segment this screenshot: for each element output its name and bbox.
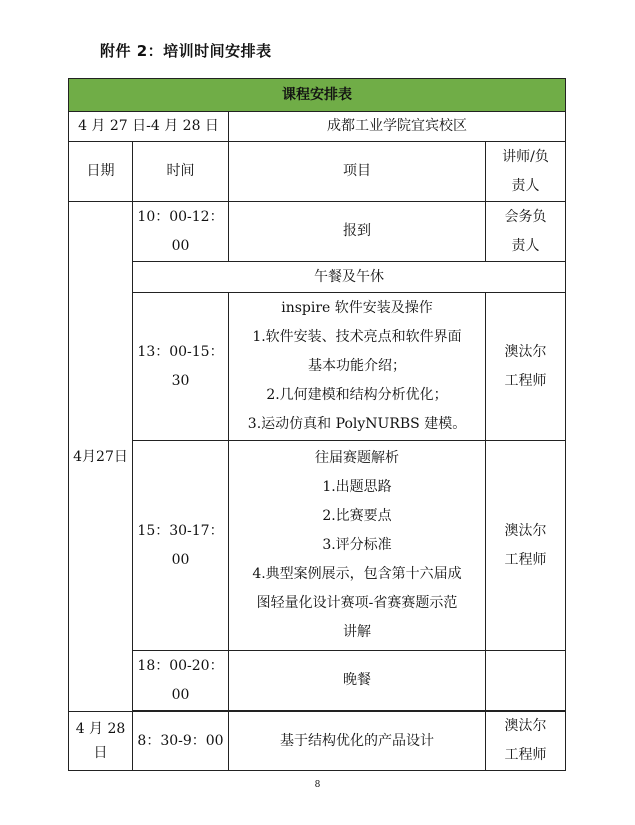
time-line1: 13：00-15： bbox=[137, 343, 224, 360]
time-line1: 15：30-17： bbox=[137, 522, 224, 539]
table-row bbox=[69, 651, 566, 711]
time-line1: 18：00-20： bbox=[137, 657, 224, 674]
time-line2: 00 bbox=[171, 551, 190, 568]
lecturer-line2: 工程师 bbox=[504, 372, 547, 389]
item-line: 1.出题思路 bbox=[322, 479, 392, 495]
header-date: 日期 bbox=[69, 142, 133, 202]
item-line: 往届赛题解析 bbox=[315, 450, 399, 466]
lecturer-cell bbox=[486, 712, 566, 771]
item-line: 基本功能介绍； bbox=[308, 358, 406, 374]
lecturer-cell bbox=[486, 202, 566, 262]
time-cell bbox=[133, 441, 229, 651]
item-line: 讲解 bbox=[343, 624, 371, 640]
table-row bbox=[69, 712, 566, 771]
table-row bbox=[69, 202, 566, 262]
time-line2: 00 bbox=[171, 237, 190, 254]
lecturer-cell bbox=[486, 441, 566, 651]
lecturer-line2: 责人 bbox=[511, 237, 540, 254]
item-cell bbox=[229, 293, 486, 441]
table-title: 课程安排表 bbox=[69, 79, 566, 112]
document-title: 附件 2：培训时间安排表 bbox=[100, 42, 272, 60]
location: 成都工业学院宜宾校区 bbox=[229, 112, 566, 142]
item-line: 2.比赛要点 bbox=[322, 508, 392, 524]
header-lecturer-line2: 责人 bbox=[511, 177, 540, 194]
item-line: 1.软件安装、技术亮点和软件界面 bbox=[252, 329, 462, 345]
item-line: 3.评分标准 bbox=[322, 537, 392, 553]
time-cell bbox=[133, 651, 229, 711]
item-line: inspire 软件安装及操作 bbox=[281, 300, 433, 316]
lunch-row bbox=[69, 262, 566, 293]
item-line: 2.几何建模和结构分析优化； bbox=[266, 387, 448, 403]
page-number: 8 bbox=[314, 780, 321, 790]
lecturer-line1: 澳汰尔 bbox=[504, 522, 547, 539]
item-line: 图轻量化设计赛项-省赛赛题示范 bbox=[256, 595, 458, 611]
schedule-table bbox=[68, 78, 566, 771]
lecturer-cell bbox=[486, 293, 566, 441]
item-line: 4.典型案例展示，包含第十六届成 bbox=[252, 566, 462, 582]
item-cell: 基于结构优化的产品设计 bbox=[229, 712, 486, 771]
lecturer-line2: 工程师 bbox=[504, 747, 547, 763]
table-title-row bbox=[69, 79, 566, 112]
lunch-cell: 午餐及午休 bbox=[133, 262, 566, 293]
day1-cell: 4月27日 bbox=[69, 202, 133, 712]
table-row bbox=[69, 293, 566, 441]
time-line2: 00 bbox=[171, 686, 190, 703]
lecturer-line1: 澳汰尔 bbox=[504, 343, 547, 360]
lecturer-line1: 会务负 bbox=[504, 208, 547, 225]
header-row bbox=[69, 142, 566, 202]
time-cell bbox=[133, 202, 229, 262]
date-location-row bbox=[69, 112, 566, 142]
table-row bbox=[69, 441, 566, 651]
lecturer-line2: 工程师 bbox=[504, 551, 547, 568]
item-line: 3.运动仿真和 PolyNURBS 建模。 bbox=[247, 416, 467, 432]
lecturer-line1: 澳汰尔 bbox=[504, 718, 547, 734]
time-cell: 8：30-9：00 bbox=[133, 712, 229, 771]
header-lecturer-line1: 讲师/负 bbox=[502, 148, 549, 165]
time-cell bbox=[133, 293, 229, 441]
header-item: 项目 bbox=[229, 142, 486, 202]
lecturer-cell bbox=[486, 651, 566, 711]
time-line2: 30 bbox=[171, 372, 190, 389]
header-lecturer bbox=[486, 142, 566, 202]
item-cell: 报到 bbox=[229, 202, 486, 262]
item-cell: 晚餐 bbox=[229, 651, 486, 711]
day2-cell: 4 月 28 日 bbox=[69, 712, 133, 771]
time-line1: 10：00-12： bbox=[137, 208, 224, 225]
date-range: 4 月 27 日-4 月 28 日 bbox=[69, 112, 229, 142]
header-time: 时间 bbox=[133, 142, 229, 202]
item-cell bbox=[229, 441, 486, 651]
